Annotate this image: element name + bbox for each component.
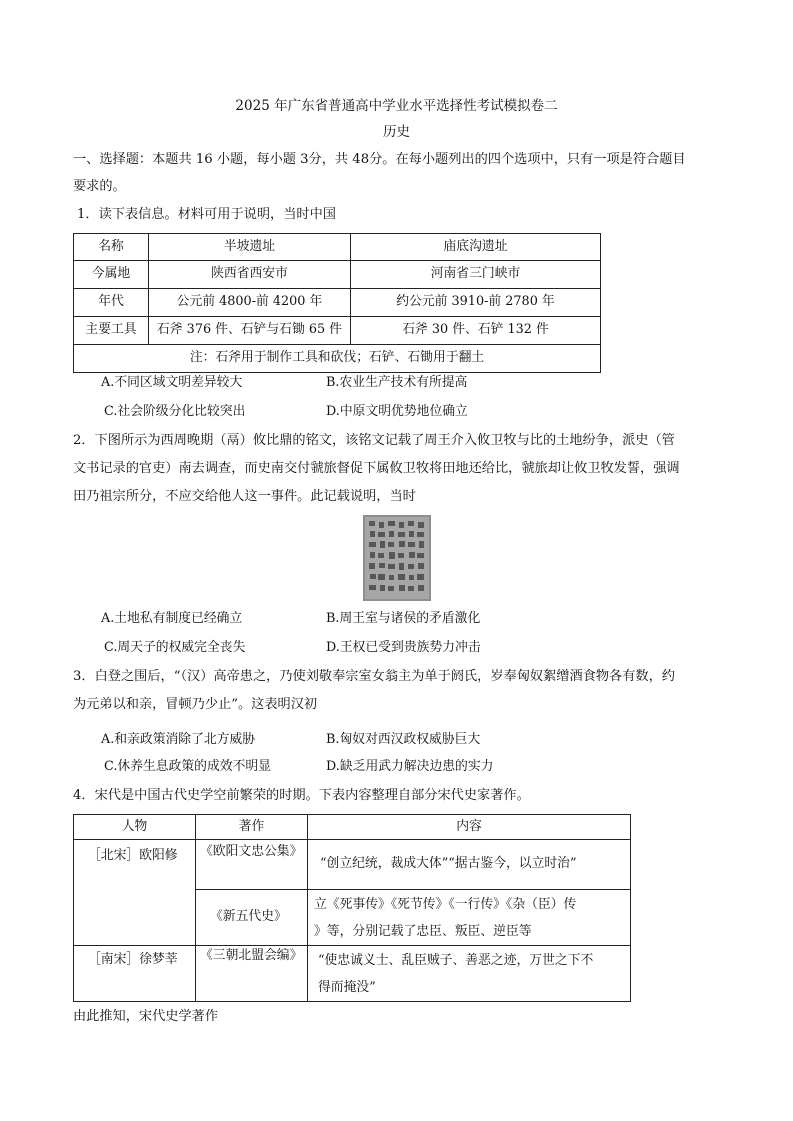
q4-book-ouyang-collection: 《欧阳文忠公集》: [196, 840, 308, 890]
q4-stem: 4．宋代是中国古代史学空前繁荣的时期。下表内容整理自部分宋代史家著作。: [73, 788, 530, 803]
table-cell: 河南省三门峡市: [351, 261, 601, 289]
q1-stem: 1．读下表信息。材料可用于说明，当时中国: [77, 207, 336, 222]
q3-option-c[interactable]: C.休养生息政策的成效不明显: [104, 759, 271, 774]
table-cell: 公元前 4800-前 4200 年: [149, 289, 351, 317]
q4-book-new-five-dynasties: 《新五代史》: [196, 890, 308, 946]
table-cell: 石斧 30 件、石铲 132 件: [351, 317, 601, 345]
q4-content-3-line2: 得而掩没”: [318, 979, 376, 995]
section-instruction-line1: 一、选择题：本题共 16 小题，每小题 3分，共 48分。在每小题列出的四个选项中，只有一项是符合题目: [73, 152, 686, 167]
q4-person-ouyangxiu: ［北宋］欧阳修: [74, 840, 196, 946]
q1-header-miaodigou: 庙底沟遗址: [351, 234, 601, 261]
q1-option-d[interactable]: D.中原文明优势地位确立: [326, 404, 468, 419]
q3-option-d[interactable]: D.缺乏用武力解决边患的实力: [326, 759, 494, 774]
q4-content-2-line2: 》等，分别记载了忠臣、叛臣、逆臣等: [314, 923, 532, 939]
q4-content-3-line1: “使忠诚义士、乱臣贼子、善恶之迹，万世之下不: [318, 952, 594, 968]
q3-stem-line2: 为元弟以和亲，冒顿乃少止”。这表明汉初: [73, 697, 318, 712]
q2-option-c[interactable]: C.周天子的权威完全丧失: [104, 640, 246, 655]
section-instruction-line2: 要求的。: [73, 179, 126, 194]
q3-option-b[interactable]: B.匈奴对西汉政权威胁巨大: [326, 732, 481, 747]
q3-option-a[interactable]: A.和亲政策消除了北方威胁: [101, 732, 256, 747]
q3-stem-line1: 3．白登之围后，“（汉）高帝患之，乃使刘敬奉宗室女翁主为单于阏氏，岁奉匈奴絮缯酒食物各有数，约: [73, 669, 675, 684]
q4-book-three-dynasties: 《三朝北盟会编》: [196, 946, 308, 1002]
table-cell: 石斧 376 件、石铲与石锄 65 件: [149, 317, 351, 345]
q4-content-3: [308, 946, 631, 1002]
q2-option-a[interactable]: A.土地私有制度已经确立: [101, 611, 243, 626]
q4-header-person: 人物: [74, 815, 196, 840]
q4-content-2: [308, 890, 631, 946]
q2-stem-line2: 文书记录的官吏）南去调查，而史南交付虢旅督促下属攸卫牧将田地还给比，虢旅却让攸卫牧发誓，强调: [73, 461, 680, 476]
q4-table: [73, 814, 631, 1002]
bronze-inscription-image: [363, 515, 431, 601]
exam-title: 2025 年广东省普通高中学业水平选择性考试模拟卷二: [235, 98, 558, 114]
table-cell: 今属地: [74, 261, 149, 289]
q4-content-2-line1: 立《死事传》《死节传》《一行传》《杂（臣）传: [314, 896, 577, 912]
q2-stem-line1: 2．下图所示为西周晚期（鬲）攸比鼎的铭文，该铭文记载了周王介入攸卫牧与比的土地纷争，派史（管: [73, 433, 675, 448]
table-cell: 主要工具: [74, 317, 149, 345]
q2-option-d[interactable]: D.王权已受到贵族势力冲击: [326, 640, 481, 655]
q4-header-work: 著作: [196, 815, 308, 840]
q4-tail: 由此推知，宋代史学著作: [73, 1009, 219, 1024]
table-cell: 约公元前 3910-前 2780 年: [351, 289, 601, 317]
q1-option-b[interactable]: B.农业生产技术有所提高: [326, 375, 468, 390]
q1-option-c[interactable]: C.社会阶级分化比较突出: [104, 404, 246, 419]
q4-content-1: “创立纪统，裁成大体”“据古鉴今，以立时治”: [308, 840, 631, 890]
table-cell: 陕西省西安市: [149, 261, 351, 289]
q4-person-xumengxin: ［南宋］徐梦莘: [74, 946, 196, 1002]
table-cell: 年代: [74, 289, 149, 317]
q1-option-a[interactable]: A.不同区域文明差异较大: [101, 375, 243, 390]
exam-subject: 历史: [383, 124, 410, 140]
q1-header-name: 名称: [74, 234, 149, 261]
q1-table: [73, 233, 601, 373]
q2-stem-line3: 田乃祖宗所分，不应交给他人这一事件。此记载说明，当时: [73, 489, 416, 504]
q2-option-b[interactable]: B.周王室与诸侯的矛盾激化: [326, 611, 481, 626]
q1-header-banpo: 半坡遗址: [149, 234, 351, 261]
q4-header-content: 内容: [308, 815, 631, 840]
q1-table-note: 注：石斧用于制作工具和砍伐；石铲、石锄用于翻土: [74, 345, 601, 373]
